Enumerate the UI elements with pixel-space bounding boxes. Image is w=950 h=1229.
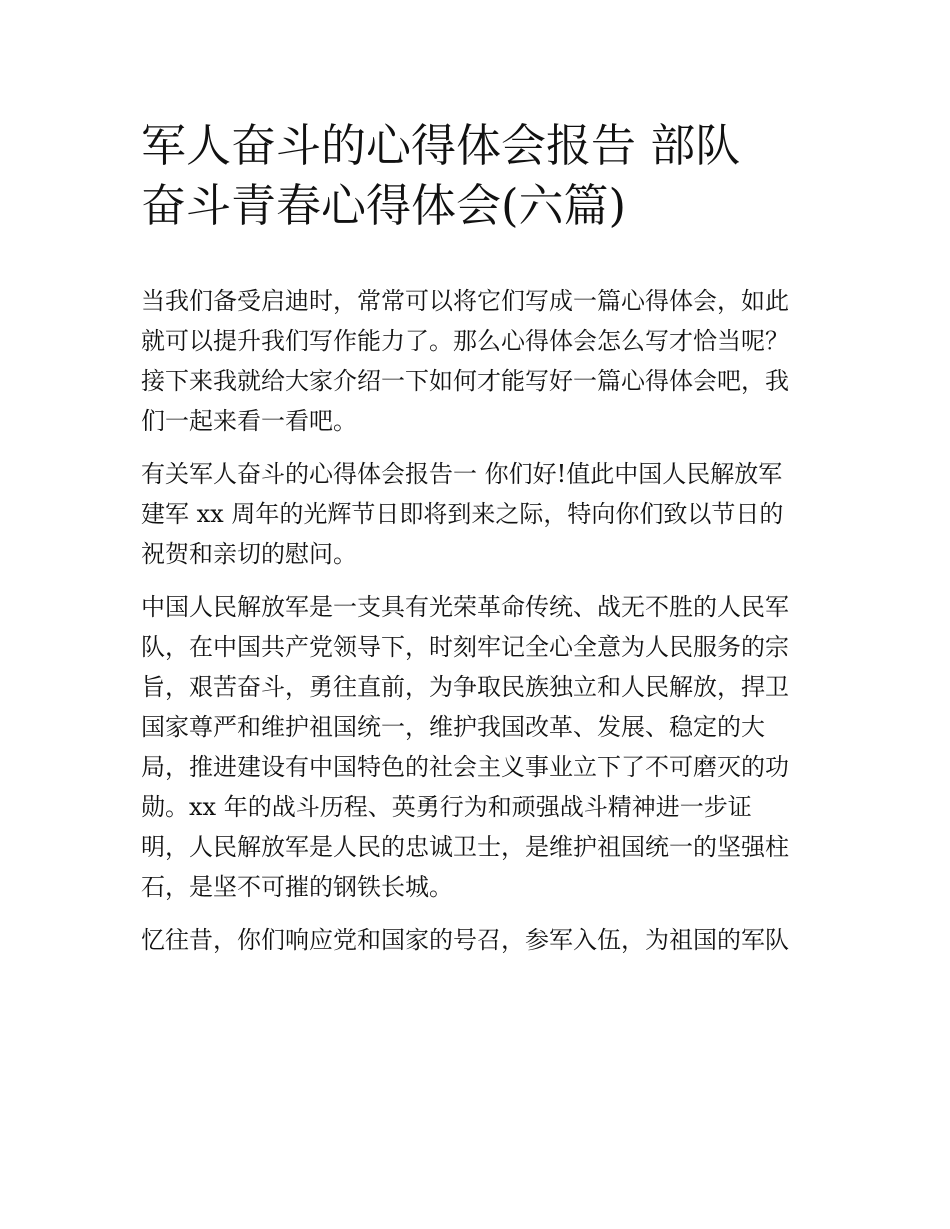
text-line: 国家尊严和维护祖国统一，维护我国改革、发展、稳定的大 xyxy=(141,713,765,741)
text-line: 石，是坚不可摧的钢铁长城。 xyxy=(141,873,453,901)
text-line: 局，推进建设有中国特色的社会主义事业立下了不可磨灭的功 xyxy=(141,753,789,781)
document-title xyxy=(141,116,821,236)
text-line: 有关军人奋斗的心得体会报告一 你们好!值此中国人民解放军 xyxy=(141,460,783,488)
paragraph-recall xyxy=(141,920,831,960)
title-line: 奋斗青春心得体会(六篇) xyxy=(141,179,627,232)
paragraph-pla xyxy=(141,587,831,907)
text-line: 建军 xx 周年的光辉节日即将到来之际，特向你们致以节日的 xyxy=(141,500,784,528)
text-line: 祝贺和亲切的慰问。 xyxy=(141,540,357,568)
paragraph-report-one xyxy=(141,454,831,574)
title-line: 军人奋斗的心得体会报告 部队 xyxy=(141,119,741,172)
text-line: 队，在中国共产党领导下，时刻牢记全心全意为人民服务的宗 xyxy=(141,633,789,661)
document-body xyxy=(141,281,831,973)
text-line: 明，人民解放军是人民的忠诚卫士，是维护祖国统一的坚强柱 xyxy=(141,833,789,861)
paragraph-intro xyxy=(141,281,831,441)
text-line: 忆往昔，你们响应党和国家的号召，参军入伍，为祖国的军队 xyxy=(141,926,789,954)
text-line: 勋。xx 年的战斗历程、英勇行为和顽强战斗精神进一步证 xyxy=(141,793,752,821)
text-line: 旨，艰苦奋斗，勇往直前，为争取民族独立和人民解放，捍卫 xyxy=(141,673,789,701)
text-line: 们一起来看一看吧。 xyxy=(141,407,357,435)
text-line: 当我们备受启迪时，常常可以将它们写成一篇心得体会，如此 xyxy=(141,287,789,315)
text-line: 接下来我就给大家介绍一下如何才能写好一篇心得体会吧，我 xyxy=(141,367,789,395)
text-line: 就可以提升我们写作能力了。那么心得体会怎么写才恰当呢？ xyxy=(141,327,789,355)
text-line: 中国人民解放军是一支具有光荣革命传统、战无不胜的人民军 xyxy=(141,593,789,621)
